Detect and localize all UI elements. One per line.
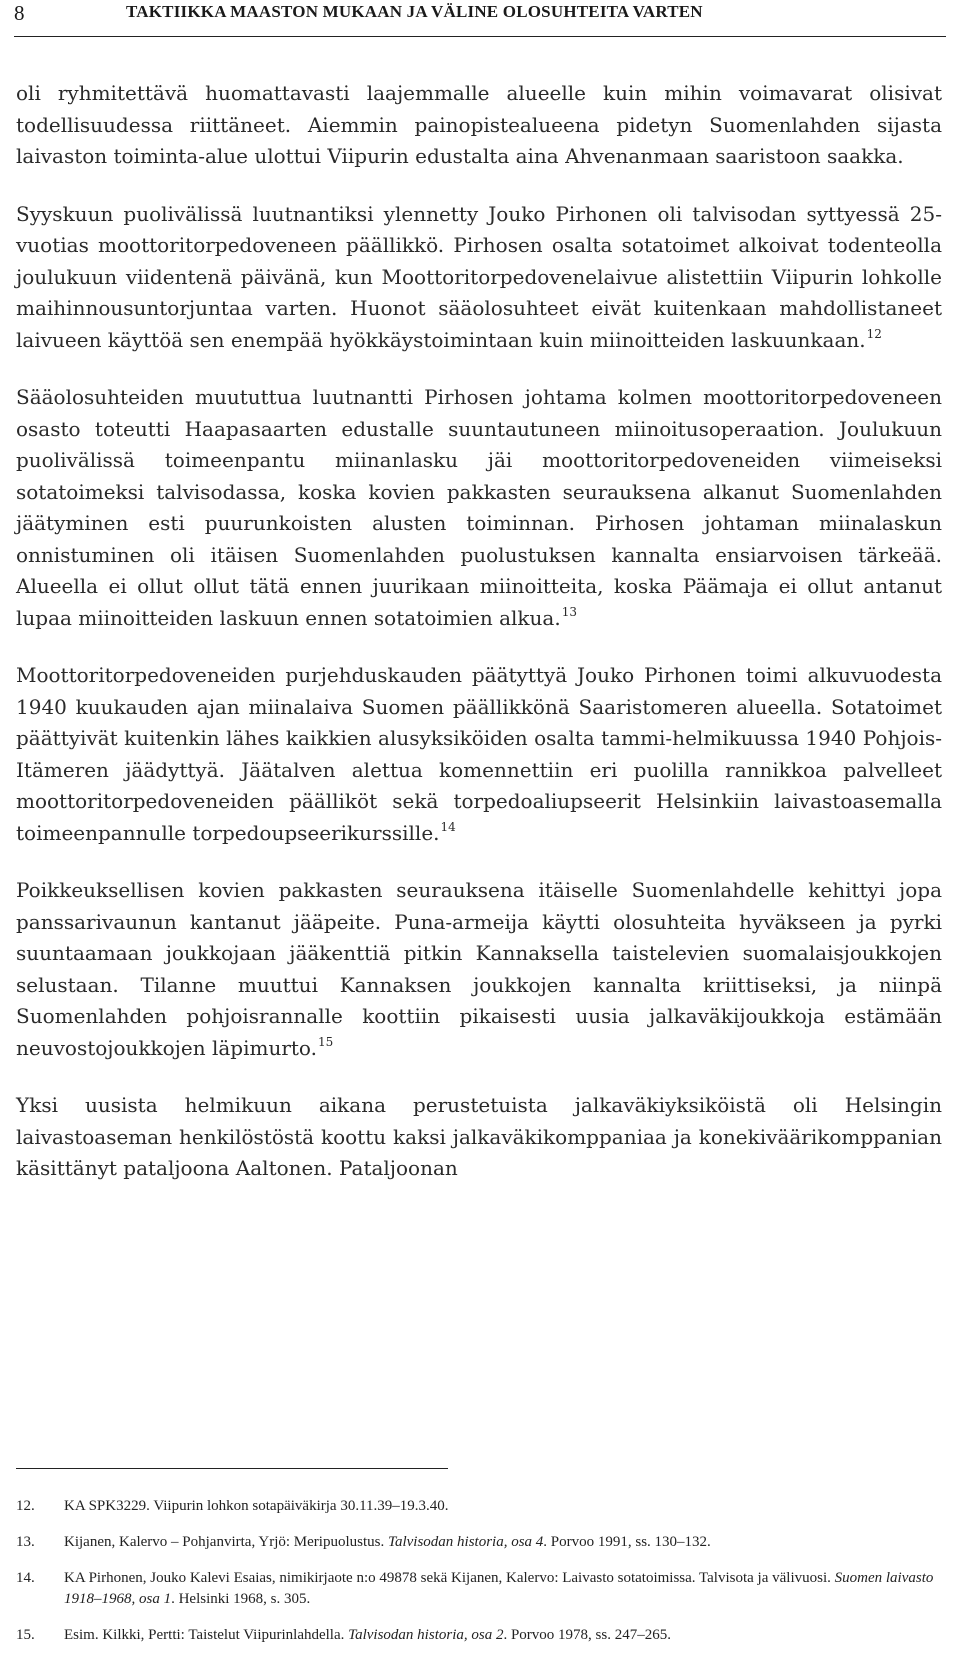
footnote-number: 15. [16,1627,35,1643]
paragraph [16,660,942,849]
footnote-text-after: . Porvoo 1978, ss. 247–265. [503,1627,671,1643]
footnote-title: Talvisodan historia, osa 4 [387,1534,544,1550]
footnote-number: 12. [16,1498,35,1514]
footnote-text [64,1568,942,1610]
footnote-title: Talvisodan historia, osa 2 [348,1627,504,1643]
footnote-text-main: Kijanen, Kalervo – Pohjanvirta, Yrjö: Meripuolustus. [64,1534,388,1550]
running-title: TAKTIIKKA MAASTON MUKAAN JA VÄLINE OLOSUHTEITA VARTEN [126,2,703,21]
paragraph-text: Syyskuun puolivälissä luutnantiksi ylennetty Jouko Pirhonen oli talvisodan syttyessä 25-vuotias moottoritorpedoveneen päällikkö. Pirhosen osalta sotatoimet alkoivat todenteolla joulukuun viidentenä päivänä, kun Moottoritorpedovenelaivue alistettiin Viipurin lohkolle maihinnousuntorjuntaa varten. Huonot sääolosuhteet eivät kuitenkaan mahdollistaneet laivueen käyttöä sen enempää hyökkäystoimintaan kuin miinoitteiden laskuunkaan. [16,201,942,352]
footnotes [16,1496,942,1661]
page-header [14,0,946,37]
footnote-text [64,1625,942,1646]
footnote-text-main: Esim. Kilkki, Pertti: Taistelut Viipurinlahdella. [64,1627,349,1643]
footnote-text-after: . Helsinki 1968, s. 305. [171,1591,311,1607]
footnote-text-main: KA Pirhonen, Jouko Kalevi Esaias, nimikirjaote n:o 49878 sekä Kijanen, Kalervo: Laivasto sotatoimissa. Talvisota ja välivuosi. [64,1570,835,1586]
paragraph [16,1090,942,1185]
footnote-text-main: KA SPK3229. Viipurin lohkon sotapäiväkirja 30.11.39–19.3.40. [64,1498,449,1514]
paragraph-text: Yksi uusista helmikuun aikana perustetuista jalkaväkiyksiköistä oli Helsingin laivastoaseman henkilöstöstä koottu kaksi jalkaväkikomppaniaa ja konekiväärikomppanian käsittänyt pataljoona Aaltonen. Pataljoonan [16,1093,942,1180]
footnote-reference[interactable]: 12 [866,326,882,341]
footnote-title: Suomen laivasto 1918–1968, osa 1 [64,1570,934,1607]
footnote-item [16,1625,942,1646]
paragraph-text: oli ryhmitettävä huomattavasti laajemmalle alueelle kuin mihin voimavarat olisivat todellisuudessa riittäneet. Aiemmin painopistealueena pidetyn Suomenlahden sijasta laivaston toiminta-alue ulottui Viipurin edustalta aina Ahvenanmaan saaristoon saakka. [16,81,942,168]
footnote-text [64,1496,942,1517]
footnote-item [16,1496,942,1517]
footnote-number: 13. [16,1534,35,1550]
footnote-text [64,1532,942,1553]
paragraph-text: Poikkeuksellisen kovien pakkasten seurauksena itäiselle Suomenlahdelle kehittyi jopa panssarivaunun kantanut jääpeite. Puna-armeija käytti olosuhteita hyväkseen ja pyrki suuntaamaan joukkojaan jääkenttiä pitkin Kannaksella taistelevien suomalaisjoukkojen selustaan. Tilanne muuttui Kannaksen joukkojen kannalta kriittiseksi, ja niinpä Suomenlahden pohjoisrannalle koottiin pikaisesti uusia jalkaväkijoukkoja estämään neuvostojoukkojen läpimurto. [16,878,942,1060]
paragraph-text: Sääolosuhteiden muututtua luutnantti Pirhosen johtama kolmen moottoritorpedoveneen osasto toteutti Haapasaarten edustalle suuntautuneen miinoitusoperaation. Joulukuun puolivälissä toimeenpantu miinanlasku jäi moottoritorpedoveneiden viimeiseksi sotatoimeksi talvisodassa, koska kovien pakkasten seurauksena alkanut Suomenlahden jäätyminen esti puurunkoisten alusten toiminnan. Pirhosen johtaman miinalaskun onnistuminen oli itäisen Suomenlahden puolustuksen kannalta ensiarvoisen tärkeää. Alueella ei ollut ollut tätä ennen juurikaan miinoitteita, koska Päämaja ei ollut antanut lupaa miinoitteiden laskuun ennen sotatoimien alkua. [16,385,942,630]
footnote-reference[interactable]: 13 [561,604,577,619]
body-text [16,78,942,1185]
footnote-item [16,1568,942,1610]
footnote-text-after: . Porvoo 1991, ss. 130–132. [543,1534,711,1550]
footnote-reference[interactable]: 15 [317,1034,334,1049]
footnote-divider [16,1468,448,1469]
paragraph [16,875,942,1064]
footnote-item [16,1532,942,1553]
paragraph [16,78,942,173]
paragraph [16,382,942,634]
footnote-number: 14. [16,1570,35,1586]
page-number: 8 [14,1,25,25]
paragraph-text: Moottoritorpedoveneiden purjehduskauden päätyttyä Jouko Pirhonen toimi alkuvuodesta 1940 kuukauden ajan miinalaiva Suomen päällikkönä Saaristomeren alueella. Sotatoimet päättyivät kuitenkin lähes kaikkien alusyksiköiden osalta tammi-helmikuussa 1940 Pohjois-Itämeren jäädyttyä. Jäätalven alettua komennettiin eri puolilla rannikkoa palvelleet moottoritorpedoveneiden päälliköt sekä torpedoaliupseerit Helsinkiin laivastoasemalla toimeenpannulle torpedoupseerikurssille. [16,663,942,845]
footnote-reference[interactable]: 14 [440,819,456,834]
paragraph [16,199,942,357]
